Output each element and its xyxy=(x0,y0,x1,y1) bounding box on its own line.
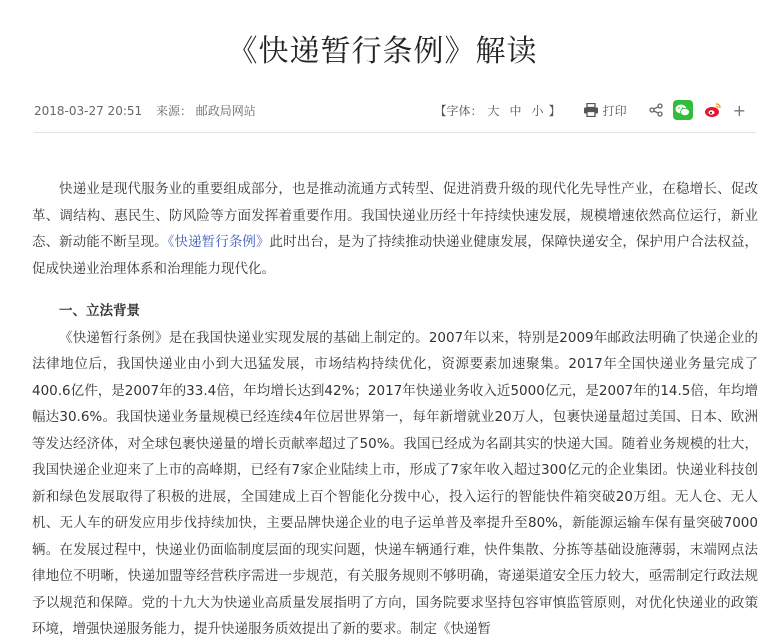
intro-text-cont: 此时出台，是为了持续推动快递业健康发展，保障快递安全，保护用户合法权益，促成快递业治理体系和治理能力现代化。 xyxy=(32,234,759,277)
font-size-label-open: 【字体： xyxy=(434,103,483,118)
print-button[interactable] xyxy=(583,102,627,119)
more-share-button[interactable]: + xyxy=(732,100,746,120)
article-meta xyxy=(34,98,756,122)
font-size-label-close: 】 xyxy=(548,103,561,118)
intro-text: 快递业是现代服务业的重要组成部分，也是推动流通方式转型、促进消费升级的现代化先导性产业，在稳增长、促改革、调结构、惠民生、防风险等方面发挥着重要作用。我国快递业历经十年持续快速发展，规模增速依然高位运行，新业态、新动能不断呈现。 xyxy=(32,181,758,250)
article-source: 来源： 邮政局网站 xyxy=(155,104,256,118)
article-title: 《快递暂行条例》解读 xyxy=(227,34,538,69)
header-divider xyxy=(34,132,756,133)
font-size-control xyxy=(435,102,561,119)
font-small-button[interactable]: 小 xyxy=(531,103,544,118)
wechat-icon xyxy=(673,100,693,120)
font-medium-button[interactable]: 中 xyxy=(509,103,522,118)
share-icon xyxy=(649,103,663,117)
print-label: 打印 xyxy=(602,103,627,118)
section-heading: 一、立法背景 xyxy=(59,303,140,319)
font-large-button[interactable]: 大 xyxy=(487,103,500,118)
intro-paragraph xyxy=(32,176,758,282)
article-body xyxy=(32,176,758,643)
weibo-icon xyxy=(703,100,723,120)
wechat-share-button[interactable] xyxy=(673,100,693,120)
printer-icon xyxy=(583,103,599,117)
share-button[interactable] xyxy=(649,103,663,117)
regulation-link[interactable]: 《快递暂行条例》 xyxy=(167,234,270,250)
background-paragraph: 《快递暂行条例》是在我国快递业实现发展的基础上制定的。2007年以来，特别是2009年邮政法明确了快递企业的法律地位后，我国快递业由小到大迅猛发展，市场结构持续优化，资源要素加速聚集。2017年全国快递业务量完成了400.6亿件，是2007年的33.4倍，年均增长达到42%；2017年快递业务收入近5000亿元，是2007年的14.5倍，年均增幅达30.6%。我国快递业务量规模已经连续4年位居世界第一，每年新增就业20万人，包裹快递量超过美国、日本、欧洲等发达经济体，对全球包裹快递量的增长贡献率超过了50%。我国已经成为名副其实的快递大国。随着业务规模的壮大，我国快递企业迎来了上市的高峰期，已经有7家企业陆续上市，形成了7家年收入超过300亿元的企业集团。快递业科技创新和绿色发展取得了积极的进展，全国建成上百个智能化分拨中心，投入运行的智能快件箱突破20万组。无人仓、无人机、无人车的研发应用步伐持续加快，主要品牌快递企业的电子运单普及率提升至80%，新能源运输车保有量突破7000辆。在发展过程中，快递业仍面临制度层面的现实问题，快递车辆通行难，快件集散、分拣等基础设施薄弱，末端网点法律地位不明晰，快递加盟等经营秩序需进一步规范，有关服务规则不够明确，寄递渠道安全压力较大，亟需制定行政法规予以规范和保障。党的十九大为快递业高质量发展指明了方向，国务院要求坚持包容审慎监管原则，对优化快递业的政策环境，增强快递服务能力，提升快递服务质效提出了新的要求。制定《快递暂 xyxy=(32,329,758,637)
publish-date: 2018-03-27 20:51 xyxy=(34,104,143,118)
weibo-share-button[interactable] xyxy=(703,100,723,120)
